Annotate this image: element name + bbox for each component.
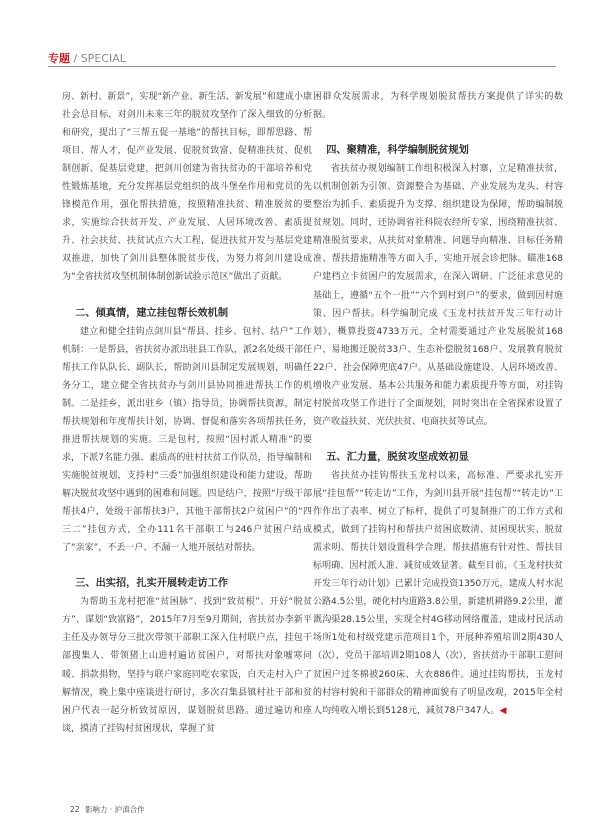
spacer [62,557,312,575]
section-heading-2: 二、倾真情，建立挂包帮长效机制 [75,307,229,319]
publication-name: 影响力 · 沪滇合作 [84,805,145,814]
spacer [62,287,312,305]
paragraph: 房、新村、新景”，实现“新产业、新生活、新发展”和建成小康社会总目标，对剑川未来三年的脱贫攻坚作了深入细致的分析和研究，提出了“三帮五促一基地”的帮扶目标，即帮思路、帮项目、帮人才，促产业发展、促脱贫致富、促精准扶贫、促机制创新、促基层党建，把剑川创建为省扶贫办的干部培养和党性锻炼基地，充分发挥基层党组织的战斗堡垒作用和党员的先锋模范作用，强化帮扶措施，按照精准扶贫、精准脱贫的要求，实施综合扶贫开发、产业发展、人居环境改善、素质提升、社会扶贫、扶贫试点六大工程，促进扶贫开发与基层党建双推进，加快了剑川县整体脱贫步伐，为努力将剑川建设成为“全省扶贫攻坚机制体制创新试验示范区”做出了贡献。 [62,92,312,283]
paragraph: 省扶贫办规划编制工作组积极深入村寨，立足精准扶贫，以机制创新为引领、资源整合为基础、产业发展为龙头、村容整治为抓手、素质提升为支撑、组织建设为保障，帮助编制脱贫规划。同时，还协调省社科院农经所专家，围绕精准扶贫、精准脱贫要求，从扶贫对象精准、问题导向精准、目标任务精准、帮扶措施精准等方面入手，实地开展会诊把脉。瞄准168户建档立卡贫困户的发展需求，在深入调研、广泛征求意见的基础上，遵循“五个一批”“六个到村到户”的要求，做到因村施策、因户帮扶。科学编制完成《玉龙村扶贫开发三年行动计划》，概算投资4733万元，全村需要通过产业发展脱贫168户、易地搬迁脱贫33户、生态补偿脱贫168户、发展教育脱贫22户、社会保障兜底47户。从基础设施建设、人居环境改善、增收产业发展、基本公共服务和能力素质提升等方面，对挂钩村脱贫攻坚工作进行了全面规划，同时突出在全省探索设置了资产收益扶贫、光伏扶贫、电商扶贫等试点。 [313,164,563,427]
section-separator: / [70,52,81,65]
section-label: 专题 [48,52,70,65]
page-footer [70,804,145,815]
paragraph: 为帮助玉龙村把准“贫困脉”、找到“致贫根”、开好“脱贫方”、谋划“致富路”，2015年7月至9月期间，省扶贫办李新平主任及办领导分三批次带领干部职工深入住村联户点，挂包干部搜集人、带领猪上山进村遍访贫困户，对帮扶对象嘘寒问暖、捐款捐物，坚持与联户家庭同吃农家饭，白天走村入户了解情况，晚上集中座谈进行研讨，多次召集县镇村社干部和贫困户代表一起分析致贫原因，谋划脱贫思路。通过遍访和座谈，摸清了挂钩村贫困现状，掌握了贫 [62,597,312,734]
page-number: 22 [70,805,80,814]
section-heading-5: 五、汇力量，脱贫攻坚成效初显 [326,451,469,463]
paragraph-final [313,467,563,720]
header-rule [48,66,556,67]
section-label-en: SPECIAL [80,52,126,65]
section-heading-4: 四、聚精准，科学编制脱贫规划 [326,145,469,157]
paragraph: 困群众发展需求，为科学规划脱贫帮扶方案提供了详实的数据。 [313,92,563,121]
paragraph-text: 省扶贫办挂钩帮扶玉龙村以来，高标准、严要求扎实开展“挂包帮”“转走访”工作，为剑川县开展“挂包帮”“转走访”工作作出了表率、树立了标杆，提供了可复制推广的工作方式和模式，做到了挂钩村和帮扶户贫困底数清、贫困现状实、脱贫需求明、帮扶计划设置科学合理、帮扶措施有针对性、帮扶目标明确、因村派人准、减贫成效显著。截至目前，《玉龙村扶贫开发三年行动计划》已累计完成投资1350万元，建成人村水泥公路4.5公里，硬化村内道路3.8公里，新建机耕路9.2公里，灌溉沟渠28.15公里，实现全村4G移动网络覆盖，建成村民活动场所1处和村级党建示范项目1个，开展种养殖培训2期430人（次），党员干部培训2期108人（次），省扶贫办干部职工慰问贫困户过冬棉被260床、大衣886件。通过挂钩帮扶，玉龙村的村容村貌和干部群众的精神面貌有了明显改观，2015年全村人均纯收入增长到5128元，减贫78户347人。 [313,470,563,716]
left-column [62,88,312,738]
section-heading-3: 三、出实招，扎实开展转走访工作 [75,578,229,590]
end-mark-icon: ◀ [499,705,507,716]
spacer [313,124,563,142]
paragraph: 建立和健全挂钩点剑川县“帮县、挂乡、包村、结户”工作机制：一是帮县，省扶贫办派出驻县工作队，派2名处级干部任帮扶工作队队长、副队长，帮助剑川县制定发展规划，明确任务分工，建立健全省扶贫办与剑川县协同推进帮扶工作的机制。二是挂乡，派出驻乡（镇）指导员，协调帮扶资源，制定帮扶规划和年度帮扶计划，协调、督促和落实各项帮扶任务，推进帮扶规划的实施。三是包村，按照“因村派人精准”的要求，下派7名能力强、素质高的驻村扶贫工作队员，指导编制和实施脱贫规划，支持村“三委”加强组织建设和能力建设，帮助解决脱贫攻坚中遇到的困难和问题。四是结户，按照“厅级干部帮扶4户，处级干部帮扶3户，其他干部帮扶2户贫困户”的“四三二”挂包方式，全办111名干部职工与246户贫困户结成了“亲家”，不丢一户、不漏一人地开展结对帮扶。 [62,326,312,554]
right-column [313,88,563,720]
section-header [48,50,126,66]
spacer [313,431,563,449]
